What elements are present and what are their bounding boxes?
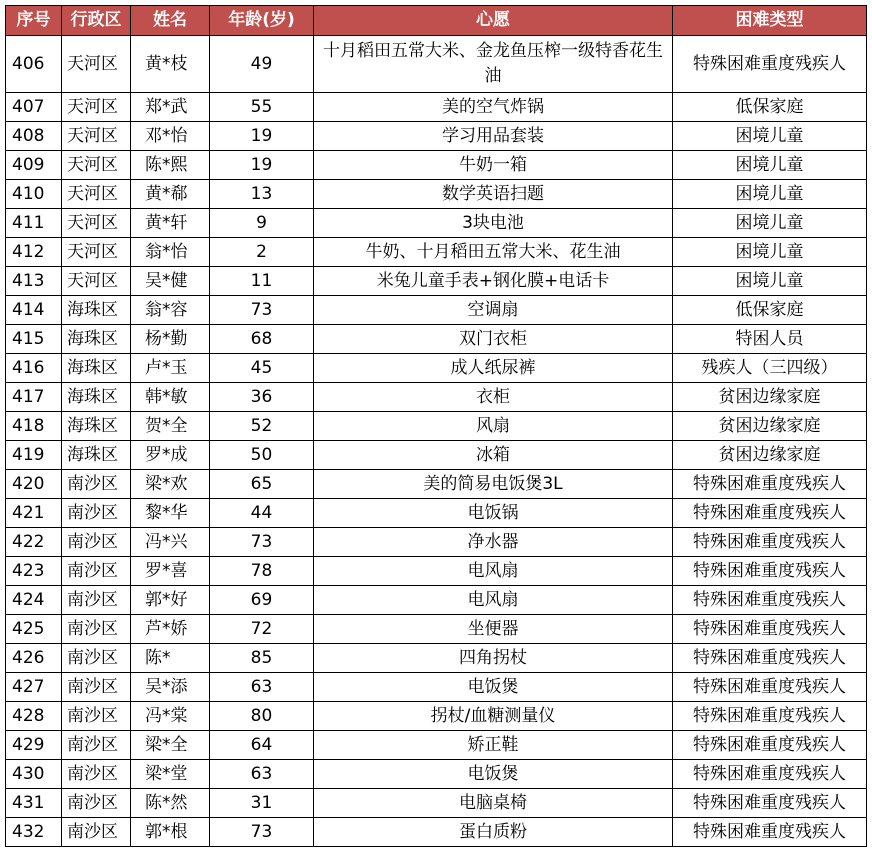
- cell-age: 19: [210, 122, 314, 151]
- cell-district: 天河区: [62, 36, 131, 93]
- cell-wish: 电脑桌椅: [314, 789, 673, 818]
- cell-seq: 419: [6, 441, 62, 470]
- cell-district: 天河区: [62, 93, 131, 122]
- cell-age: 2: [210, 238, 314, 267]
- cell-age: 9: [210, 209, 314, 238]
- cell-district: 海珠区: [62, 354, 131, 383]
- table-row: [6, 238, 867, 267]
- cell-district: 南沙区: [62, 557, 131, 586]
- cell-wish: 电风扇: [314, 557, 673, 586]
- cell-age: 68: [210, 325, 314, 354]
- cell-district: 南沙区: [62, 586, 131, 615]
- cell-type: 困境儿童: [673, 151, 867, 180]
- cell-district: 天河区: [62, 180, 131, 209]
- cell-type: 低保家庭: [673, 296, 867, 325]
- wish-list-table: [5, 5, 867, 847]
- cell-type: 困境儿童: [673, 209, 867, 238]
- cell-name: 罗*喜: [131, 557, 210, 586]
- cell-name: 韩*敏: [131, 383, 210, 412]
- cell-seq: 415: [6, 325, 62, 354]
- cell-age: 85: [210, 644, 314, 673]
- cell-seq: 417: [6, 383, 62, 412]
- cell-type: 贫困边缘家庭: [673, 441, 867, 470]
- table-row: [6, 702, 867, 731]
- table-row: [6, 267, 867, 296]
- cell-wish: 电风扇: [314, 586, 673, 615]
- cell-district: 海珠区: [62, 412, 131, 441]
- cell-type: 特殊困难重度残疾人: [673, 818, 867, 847]
- table-row: [6, 180, 867, 209]
- cell-type: 特殊困难重度残疾人: [673, 760, 867, 789]
- header-name: 姓名: [131, 6, 210, 36]
- cell-wish: 电饭煲: [314, 760, 673, 789]
- cell-district: 南沙区: [62, 615, 131, 644]
- cell-type: 特殊困难重度残疾人: [673, 615, 867, 644]
- cell-age: 31: [210, 789, 314, 818]
- cell-wish: 牛奶一箱: [314, 151, 673, 180]
- cell-seq: 418: [6, 412, 62, 441]
- cell-name: 陈*: [131, 644, 210, 673]
- table-row: [6, 209, 867, 238]
- cell-seq: 420: [6, 470, 62, 499]
- cell-district: 海珠区: [62, 296, 131, 325]
- cell-type: 特殊困难重度残疾人: [673, 731, 867, 760]
- header-seq: 序号: [6, 6, 62, 36]
- cell-type: 低保家庭: [673, 93, 867, 122]
- table-row: [6, 818, 867, 847]
- cell-seq: 432: [6, 818, 62, 847]
- cell-name: 罗*成: [131, 441, 210, 470]
- cell-seq: 427: [6, 673, 62, 702]
- cell-district: 南沙区: [62, 528, 131, 557]
- cell-wish: 蛋白质粉: [314, 818, 673, 847]
- cell-age: 69: [210, 586, 314, 615]
- cell-district: 南沙区: [62, 702, 131, 731]
- cell-name: 陈*熙: [131, 151, 210, 180]
- cell-age: 19: [210, 151, 314, 180]
- cell-type: 特殊困难重度残疾人: [673, 499, 867, 528]
- cell-name: 黄*郗: [131, 180, 210, 209]
- cell-age: 13: [210, 180, 314, 209]
- cell-district: 南沙区: [62, 818, 131, 847]
- cell-type: 特殊困难重度残疾人: [673, 789, 867, 818]
- table-body: [6, 36, 867, 847]
- table-row: [6, 354, 867, 383]
- cell-district: 天河区: [62, 122, 131, 151]
- cell-wish: 空调扇: [314, 296, 673, 325]
- cell-wish: 风扇: [314, 412, 673, 441]
- cell-type: 特殊困难重度残疾人: [673, 528, 867, 557]
- cell-type: 残疾人（三四级）: [673, 354, 867, 383]
- cell-wish: 牛奶、十月稻田五常大米、花生油: [314, 238, 673, 267]
- cell-type: 特殊困难重度残疾人: [673, 644, 867, 673]
- cell-seq: 424: [6, 586, 62, 615]
- cell-type: 特困人员: [673, 325, 867, 354]
- table-row: [6, 644, 867, 673]
- cell-wish: 成人纸尿裤: [314, 354, 673, 383]
- cell-district: 南沙区: [62, 644, 131, 673]
- cell-age: 73: [210, 296, 314, 325]
- cell-wish: 冰箱: [314, 441, 673, 470]
- cell-seq: 413: [6, 267, 62, 296]
- cell-age: 63: [210, 673, 314, 702]
- cell-district: 南沙区: [62, 789, 131, 818]
- table-row: [6, 296, 867, 325]
- cell-type: 困境儿童: [673, 238, 867, 267]
- table-row: [6, 673, 867, 702]
- cell-wish: 美的简易电饭煲3L: [314, 470, 673, 499]
- cell-name: 郭*好: [131, 586, 210, 615]
- cell-name: 吴*添: [131, 673, 210, 702]
- cell-wish: 双门衣柜: [314, 325, 673, 354]
- cell-wish: 美的空气炸锅: [314, 93, 673, 122]
- header-wish: 心愿: [314, 6, 673, 36]
- cell-seq: 428: [6, 702, 62, 731]
- cell-district: 南沙区: [62, 499, 131, 528]
- cell-name: 冯*棠: [131, 702, 210, 731]
- cell-type: 特殊困难重度残疾人: [673, 673, 867, 702]
- cell-district: 南沙区: [62, 731, 131, 760]
- cell-name: 贺*全: [131, 412, 210, 441]
- cell-type: 特殊困难重度残疾人: [673, 470, 867, 499]
- cell-seq: 425: [6, 615, 62, 644]
- table-row: [6, 470, 867, 499]
- cell-name: 吴*健: [131, 267, 210, 296]
- cell-district: 天河区: [62, 267, 131, 296]
- cell-district: 天河区: [62, 151, 131, 180]
- table-row: [6, 557, 867, 586]
- cell-type: 特殊困难重度残疾人: [673, 702, 867, 731]
- table-row: [6, 731, 867, 760]
- cell-age: 65: [210, 470, 314, 499]
- table-row: [6, 151, 867, 180]
- header-type: 困难类型: [673, 6, 867, 36]
- cell-district: 海珠区: [62, 383, 131, 412]
- cell-district: 海珠区: [62, 325, 131, 354]
- table-row: [6, 528, 867, 557]
- cell-seq: 409: [6, 151, 62, 180]
- cell-name: 杨*勤: [131, 325, 210, 354]
- table-row: [6, 615, 867, 644]
- table-row: [6, 412, 867, 441]
- cell-age: 63: [210, 760, 314, 789]
- cell-seq: 414: [6, 296, 62, 325]
- cell-age: 52: [210, 412, 314, 441]
- cell-seq: 426: [6, 644, 62, 673]
- table-row: [6, 586, 867, 615]
- table-row: [6, 789, 867, 818]
- cell-age: 36: [210, 383, 314, 412]
- cell-district: 海珠区: [62, 441, 131, 470]
- cell-name: 梁*欢: [131, 470, 210, 499]
- cell-wish: 3块电池: [314, 209, 673, 238]
- cell-seq: 410: [6, 180, 62, 209]
- cell-age: 78: [210, 557, 314, 586]
- cell-name: 邓*怡: [131, 122, 210, 151]
- cell-type: 特殊困难重度残疾人: [673, 557, 867, 586]
- cell-name: 梁*堂: [131, 760, 210, 789]
- cell-name: 黄*枝: [131, 36, 210, 93]
- cell-district: 天河区: [62, 209, 131, 238]
- cell-wish: 拐杖/血糖测量仪: [314, 702, 673, 731]
- cell-wish: 矫正鞋: [314, 731, 673, 760]
- table-row: [6, 499, 867, 528]
- cell-name: 冯*兴: [131, 528, 210, 557]
- cell-type: 特殊困难重度残疾人: [673, 36, 867, 93]
- cell-name: 芦*娇: [131, 615, 210, 644]
- cell-seq: 412: [6, 238, 62, 267]
- table-row: [6, 36, 867, 93]
- cell-name: 翁*容: [131, 296, 210, 325]
- table-row: [6, 383, 867, 412]
- cell-seq: 408: [6, 122, 62, 151]
- cell-age: 44: [210, 499, 314, 528]
- cell-wish: 电饭煲: [314, 673, 673, 702]
- table-row: [6, 441, 867, 470]
- cell-wish: 坐便器: [314, 615, 673, 644]
- cell-wish: 米兔儿童手表+钢化膜+电话卡: [314, 267, 673, 296]
- table-row: [6, 760, 867, 789]
- table-row: [6, 325, 867, 354]
- cell-wish: 四角拐杖: [314, 644, 673, 673]
- cell-age: 73: [210, 818, 314, 847]
- cell-wish: 衣柜: [314, 383, 673, 412]
- table-row: [6, 93, 867, 122]
- table-row: [6, 122, 867, 151]
- cell-type: 贫困边缘家庭: [673, 383, 867, 412]
- cell-type: 困境儿童: [673, 267, 867, 296]
- cell-seq: 421: [6, 499, 62, 528]
- cell-seq: 431: [6, 789, 62, 818]
- cell-seq: 407: [6, 93, 62, 122]
- cell-name: 翁*怡: [131, 238, 210, 267]
- cell-district: 南沙区: [62, 470, 131, 499]
- header-age: 年龄(岁): [210, 6, 314, 36]
- cell-age: 64: [210, 731, 314, 760]
- cell-age: 49: [210, 36, 314, 93]
- cell-seq: 422: [6, 528, 62, 557]
- cell-district: 天河区: [62, 238, 131, 267]
- cell-wish: 十月稻田五常大米、金龙鱼压榨一级特香花生油: [314, 36, 673, 93]
- cell-name: 卢*玉: [131, 354, 210, 383]
- cell-type: 困境儿童: [673, 122, 867, 151]
- cell-type: 特殊困难重度残疾人: [673, 586, 867, 615]
- cell-name: 郭*根: [131, 818, 210, 847]
- cell-district: 南沙区: [62, 760, 131, 789]
- cell-age: 45: [210, 354, 314, 383]
- cell-seq: 406: [6, 36, 62, 93]
- cell-age: 72: [210, 615, 314, 644]
- cell-wish: 数学英语扫题: [314, 180, 673, 209]
- cell-seq: 416: [6, 354, 62, 383]
- cell-age: 80: [210, 702, 314, 731]
- cell-type: 贫困边缘家庭: [673, 412, 867, 441]
- cell-name: 黄*轩: [131, 209, 210, 238]
- cell-age: 73: [210, 528, 314, 557]
- cell-seq: 411: [6, 209, 62, 238]
- cell-wish: 学习用品套装: [314, 122, 673, 151]
- cell-seq: 423: [6, 557, 62, 586]
- cell-age: 11: [210, 267, 314, 296]
- cell-type: 困境儿童: [673, 180, 867, 209]
- table-header: [6, 6, 867, 36]
- cell-name: 梁*全: [131, 731, 210, 760]
- cell-age: 55: [210, 93, 314, 122]
- cell-seq: 429: [6, 731, 62, 760]
- cell-name: 陈*然: [131, 789, 210, 818]
- header-district: 行政区: [62, 6, 131, 36]
- cell-wish: 电饭锅: [314, 499, 673, 528]
- cell-seq: 430: [6, 760, 62, 789]
- header-row: [6, 6, 867, 36]
- cell-wish: 净水器: [314, 528, 673, 557]
- cell-name: 黎*华: [131, 499, 210, 528]
- cell-name: 郑*武: [131, 93, 210, 122]
- cell-age: 50: [210, 441, 314, 470]
- cell-district: 南沙区: [62, 673, 131, 702]
